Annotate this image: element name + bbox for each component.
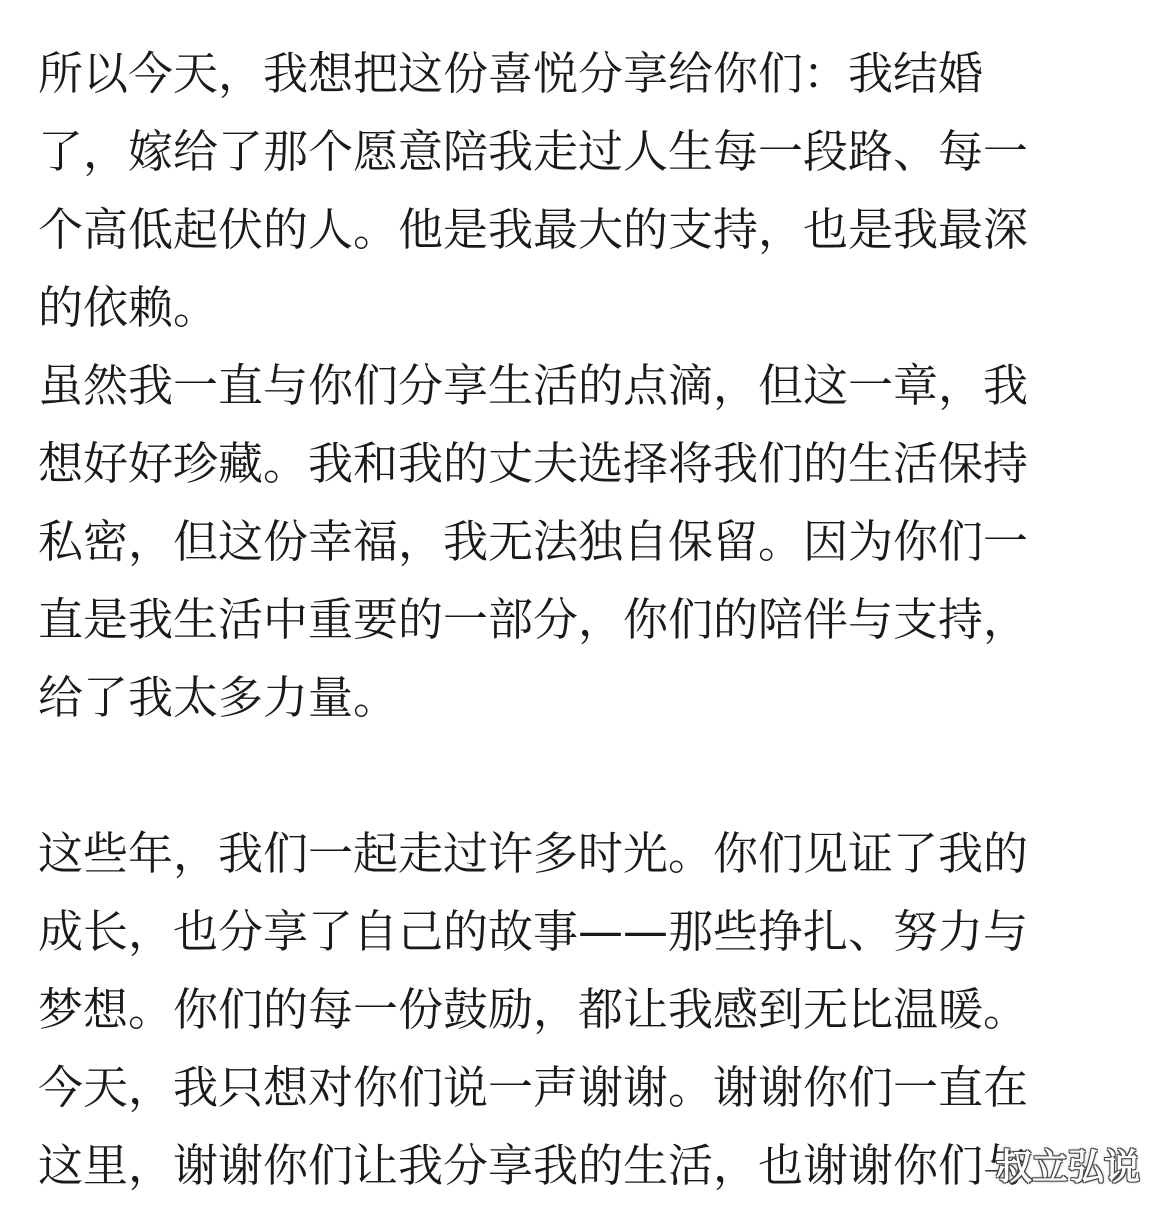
text-line: 所以今天，我想把这份喜悦分享给你们：我结婚 xyxy=(38,47,984,100)
watermark: 叔立弘说 xyxy=(995,1147,1140,1188)
text-line: 成长，也分享了自己的故事——那些挣扎、努力与 xyxy=(38,905,1029,958)
text-line: 想好好珍藏。我和我的丈夫选择将我们的生活保持 xyxy=(38,437,1029,490)
text-line: 今天，我只想对你们说一声谢谢。谢谢你们一直在 xyxy=(38,1061,1029,1114)
text-line: 个高低起伏的人。他是我最大的支持，也是我最深 xyxy=(38,203,1029,256)
text-line: 了，嫁给了那个愿意陪我走过人生每一段路、每一 xyxy=(38,125,1029,178)
text-line: 私密，但这份幸福，我无法独自保留。因为你们一 xyxy=(38,515,1029,568)
text-line: 这些年，我们一起走过许多时光。你们见证了我的 xyxy=(38,827,1029,880)
text-line: 直是我生活中重要的一部分，你们的陪伴与支持， xyxy=(38,593,1029,646)
text-line: 虽然我一直与你们分享生活的点滴，但这一章，我 xyxy=(38,359,1029,412)
text-line: 这里，谢谢你们让我分享我的生活，也谢谢你们与 xyxy=(38,1139,1029,1192)
text-line: 梦想。你们的每一份鼓励，都让我感到无比温暖。 xyxy=(38,983,1029,1036)
text-line: 的依赖。 xyxy=(38,281,219,334)
text-line: 给了我太多力量。 xyxy=(38,671,399,724)
